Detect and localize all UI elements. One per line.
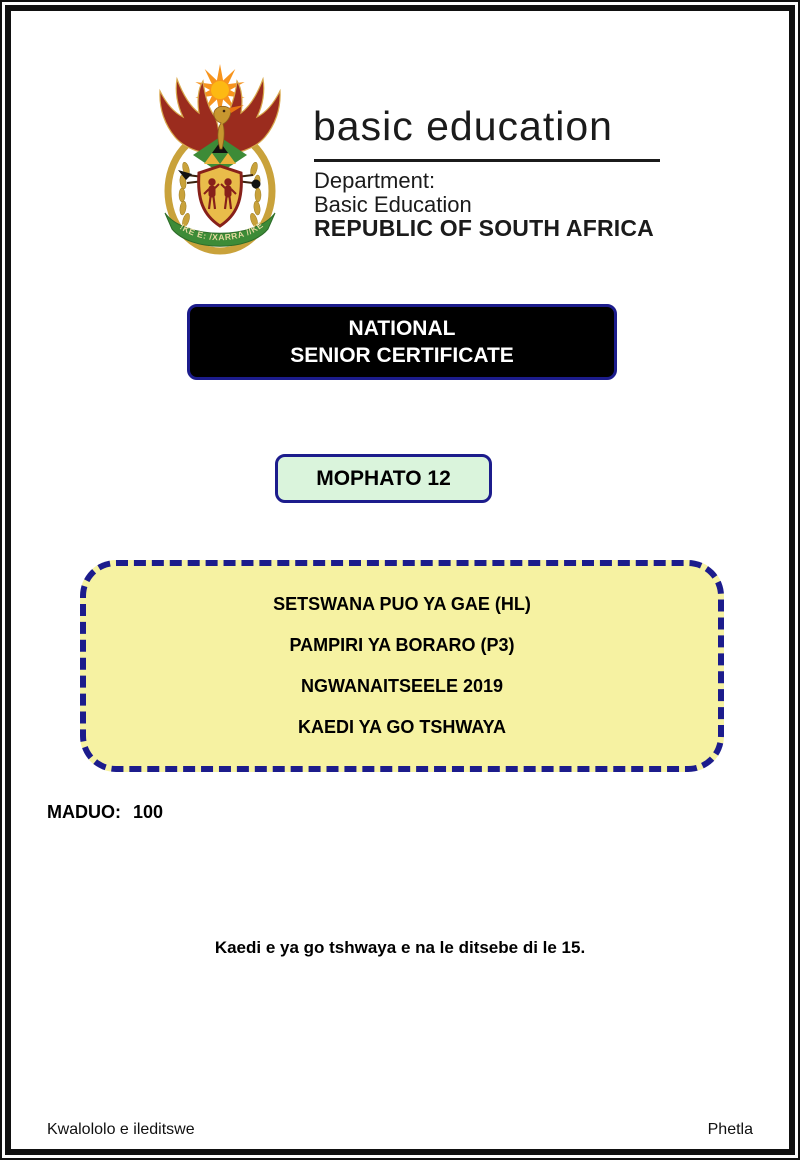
wordmark-underline xyxy=(314,159,660,162)
department-line2: Basic Education xyxy=(314,191,472,217)
document-type: KAEDI YA GO TSHWAYA xyxy=(297,717,507,737)
footer-copyright: Kwalololo e ileditswe xyxy=(47,1121,195,1138)
paper-number: PAMPIRI YA BORARO (P3) xyxy=(289,635,515,655)
page-count-note: Kaedi e ya go tshwaya e na le ditsebe di le 15. xyxy=(214,938,586,957)
department-line1: Department: xyxy=(314,168,436,193)
wordmark: basic education xyxy=(313,103,613,149)
grade-label: MOPHATO 12 xyxy=(316,466,451,490)
marks-value: 100 xyxy=(133,802,164,822)
subject-box xyxy=(80,560,724,772)
footer-turn-over: Phetla xyxy=(707,1121,753,1138)
certificate-line2: SENIOR CERTIFICATE xyxy=(290,344,514,367)
subject-title: SETSWANA PUO YA GAE (HL) xyxy=(273,594,531,614)
marks-line xyxy=(47,802,163,823)
motto-text: !KE E: /XARRA //KE xyxy=(178,219,266,243)
national-senior-certificate-banner xyxy=(187,304,617,380)
grade-badge xyxy=(275,454,492,503)
department-line3: REPUBLIC OF SOUTH AFRICA xyxy=(314,215,654,242)
certificate-line1: NATIONAL xyxy=(348,316,456,340)
marks-label: MADUO: xyxy=(47,802,121,822)
coat-of-arms-logo xyxy=(145,62,295,264)
exam-session: NGWANAITSEELE 2019 xyxy=(300,676,504,696)
department-block xyxy=(314,169,654,241)
